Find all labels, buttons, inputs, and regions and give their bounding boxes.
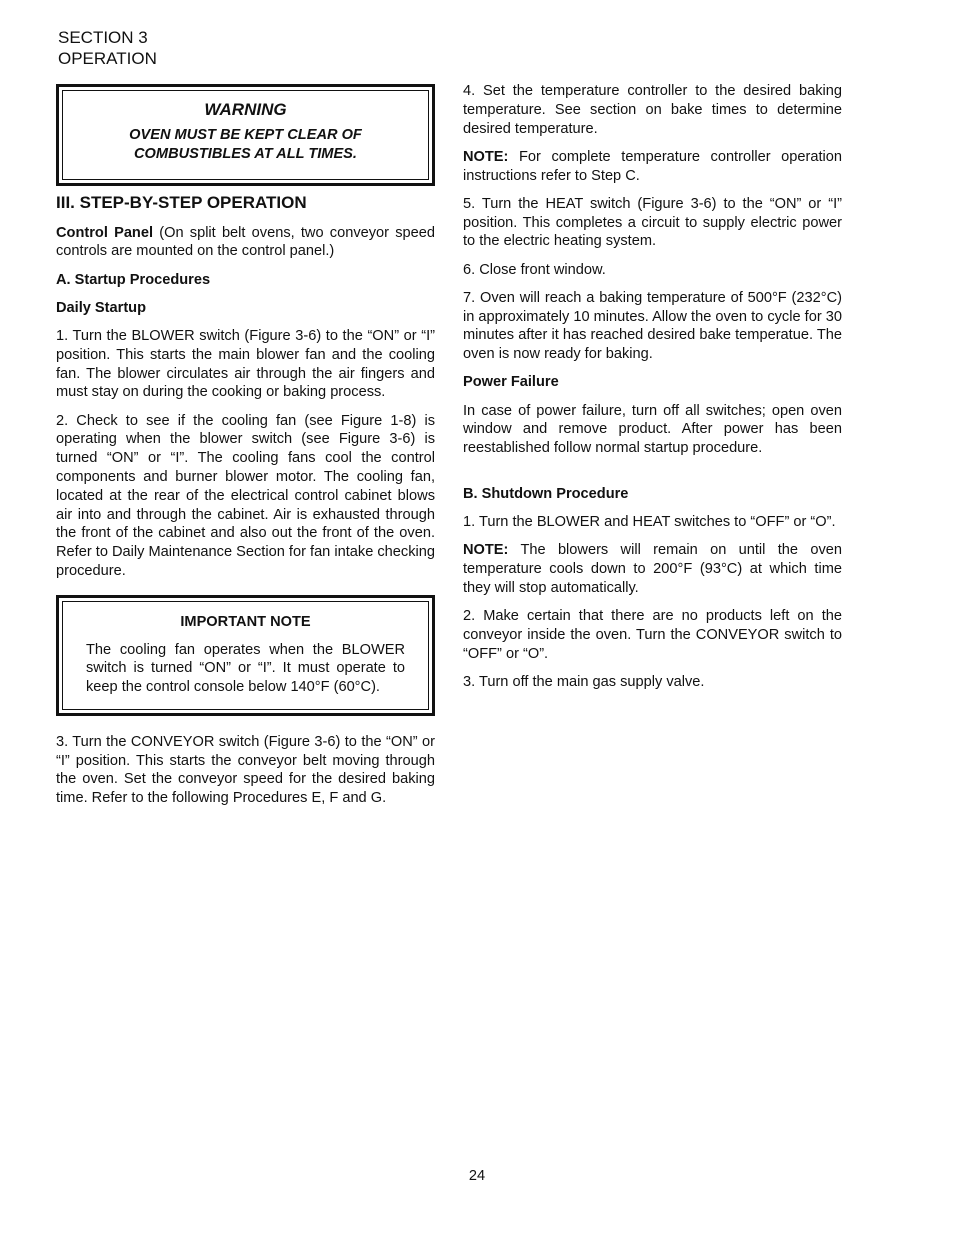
- startup-step-7: 7. Oven will reach a baking temperature of 500°F (232°C) in approximately 10 minutes. Allow the oven to cycle for 30 minutes after it has reached desired bake temperatue. The oven is now ready for baking.: [463, 289, 842, 363]
- important-note-text: The cooling fan operates when the BLOWER switch is turned “ON” or “I”. It must operate to keep the control console below 140°F (60°C).: [86, 641, 405, 696]
- section-number: SECTION 3: [58, 28, 148, 47]
- shutdown-heading: B. Shutdown Procedure: [463, 485, 629, 502]
- power-failure-text: In case of power failure, turn off all switches; open oven window and remove product. After power has been reestablished follow normal startup procedure.: [463, 402, 842, 457]
- shutdown-step-3: 3. Turn off the main gas supply valve.: [463, 673, 705, 690]
- control-panel-paragraph: [56, 224, 435, 262]
- important-note-title: IMPORTANT NOTE: [180, 613, 311, 630]
- power-failure-heading: Power Failure: [463, 374, 559, 391]
- important-note-box: [56, 595, 435, 716]
- startup-step-4: 4. Set the temperature controller to the desired baking temperature. See section on bake times to determine desired temperature.: [463, 83, 842, 137]
- shutdown-step-1: 1. Turn the BLOWER and HEAT switches to “OFF” or “O”.: [463, 514, 836, 531]
- section-heading: III. STEP-BY-STEP OPERATION: [56, 192, 307, 212]
- startup-note: [463, 148, 842, 186]
- startup-step-1: 1. Turn the BLOWER switch (Figure 3-6) to the “ON” or “I” position. This starts the main blower fan and the cooling fan. The blower circulates air through the air fingers and must stay on during the cooking or baking process.: [56, 327, 435, 401]
- startup-step-3: 3. Turn the CONVEYOR switch (Figure 3-6) to the “ON” or “I” position. This starts the conveyor belt moving through the oven. Set the conveyor speed for the desired baking time. Refer to the following Procedures E, F and G.: [56, 733, 435, 807]
- control-panel-text: (On split belt ovens, two conveyor speed controls are mounted on the control panel.): [56, 224, 435, 260]
- startup-note-label: NOTE:: [463, 148, 509, 165]
- startup-step-6: 6. Close front window.: [463, 261, 606, 278]
- page-number: 24: [468, 1168, 486, 1184]
- startup-step-5: 5. Turn the HEAT switch (Figure 3-6) to the “ON” or “I” position. This completes a circuit to supply electric power to the electric heating system.: [463, 195, 842, 250]
- startup-note-text: For complete temperature controller operation instructions refer to Step C.: [463, 148, 842, 184]
- section-title: OPERATION: [58, 49, 157, 68]
- warning-line-1: OVEN MUST BE KEPT CLEAR OF: [129, 126, 362, 143]
- warning-box: [56, 84, 435, 186]
- right-column: [463, 82, 842, 701]
- shutdown-note-text: The blowers will remain on until the oven temperature cools down to 200°F (93°C) at which time they will stop automatically.: [463, 542, 842, 596]
- shutdown-note: [463, 541, 842, 597]
- warning-title: WARNING: [204, 100, 287, 119]
- control-panel-label: Control Panel: [56, 224, 154, 241]
- warning-line-2: COMBUSTIBLES AT ALL TIMES.: [134, 146, 357, 163]
- page-header: [58, 27, 157, 69]
- startup-heading: A. Startup Procedures: [56, 271, 211, 288]
- shutdown-step-2: 2. Make certain that there are no products left on the conveyor inside the oven. Turn the CONVEYOR switch to “OFF” or “O”.: [463, 608, 842, 662]
- startup-step-2: 2. Check to see if the cooling fan (see Figure 1-8) is operating when the blower switch (see Figure 3-6) is turned “ON” or “I”. The cooling fans cool the control components and burner blower motor. The cooling fan, located at the rear of the electrical control cabinet blows air into and through the cabinet. Air is exhausted through the front of the cabinet and also out the front of the oven. Refer to Daily Maintenance Section for fan intake checking procedure.: [56, 412, 435, 579]
- daily-startup-heading: Daily Startup: [56, 299, 147, 316]
- left-column: [56, 84, 435, 817]
- shutdown-note-label: NOTE:: [463, 542, 509, 559]
